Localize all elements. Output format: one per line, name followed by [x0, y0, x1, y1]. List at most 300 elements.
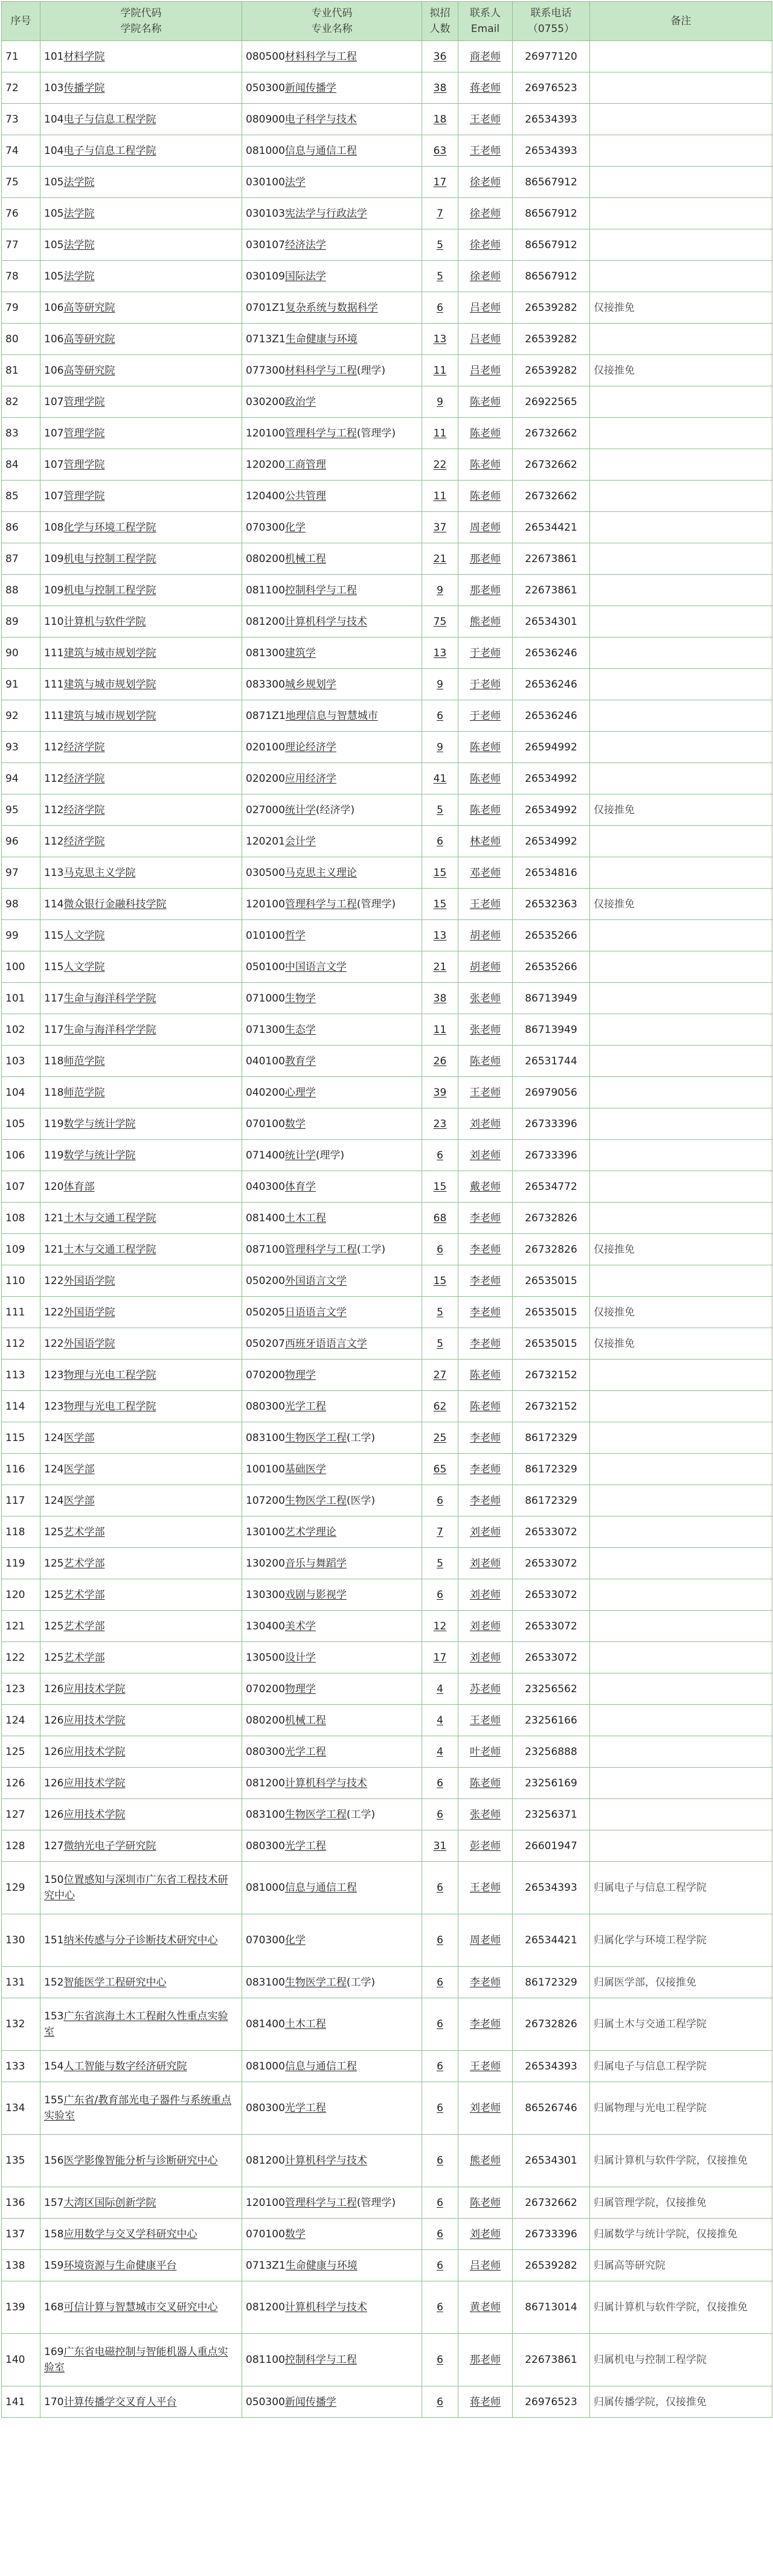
school-name-link[interactable]: 土木与交通工程学院 [63, 1212, 156, 1224]
quota-link[interactable]: 6 [437, 2301, 443, 2313]
contact-email-link[interactable]: 李老师 [470, 2018, 501, 2030]
school-name-link[interactable]: 管理学院 [63, 458, 105, 471]
quota-link[interactable]: 6 [437, 2196, 443, 2209]
school-name-link[interactable]: 经济学院 [63, 741, 105, 753]
contact-email-link[interactable]: 李老师 [470, 1243, 501, 1256]
major-name-link[interactable]: 应用经济学 [284, 772, 336, 785]
school-name-link[interactable]: 外国语学院 [63, 1306, 115, 1318]
major-name-link[interactable]: 生命健康与环境 [285, 333, 358, 345]
major-name-link[interactable]: 计算机科学与技术 [284, 615, 367, 628]
quota-link[interactable]: 6 [437, 2228, 443, 2240]
contact-email-link[interactable]: 王老师 [470, 2060, 501, 2073]
major-name-link[interactable]: 计算机科学与技术 [284, 2155, 367, 2167]
cell-contact [458, 826, 513, 857]
major-name-link[interactable]: 生物医学工程 [284, 1494, 347, 1507]
table-body [2, 41, 772, 2418]
contact-email-link[interactable]: 刘老师 [470, 1620, 501, 1632]
contact-email-link[interactable]: 林老师 [470, 835, 501, 848]
school-name-link[interactable]: 体育部 [63, 1180, 95, 1193]
quota-link[interactable]: 11 [433, 364, 447, 377]
contact-email-link[interactable]: 陈老师 [470, 1369, 501, 1381]
school-name-link[interactable]: 艺术学部 [63, 1651, 105, 1664]
school-name-link[interactable]: 建筑与城市规划学院 [63, 647, 156, 659]
major-name-link[interactable]: 戏剧与影视学 [284, 1588, 347, 1601]
school-name-link[interactable]: 法学院 [63, 238, 95, 251]
contact-email-link[interactable]: 刘老师 [470, 1588, 501, 1601]
school-name-link[interactable]: 数学与统计学院 [63, 1149, 136, 1162]
school-name-link[interactable]: 管理学院 [63, 490, 105, 502]
quota-link[interactable]: 6 [437, 1149, 443, 1162]
school-name-link[interactable]: 位置感知与深圳市广东省工程技术研究中心 [44, 1874, 228, 1902]
cell-note [590, 449, 772, 481]
contact-email-link[interactable]: 苏老师 [470, 1683, 501, 1695]
contact-email-link[interactable]: 陈老师 [470, 772, 501, 785]
school-name-link[interactable]: 化学与环境工程学院 [63, 521, 156, 534]
quota-link[interactable]: 11 [433, 490, 447, 502]
quota-link[interactable]: 17 [433, 1651, 447, 1664]
contact-email-link[interactable]: 陈老师 [470, 1055, 501, 1067]
cell-no: 105 [2, 1108, 40, 1140]
quota-link[interactable]: 6 [437, 1934, 443, 1946]
quota-link[interactable]: 5 [437, 804, 443, 816]
school-name-link[interactable]: 机电与控制工程学院 [63, 584, 156, 596]
major-name-link[interactable]: 体育学 [284, 1180, 316, 1193]
major-name-link[interactable]: 化学 [284, 521, 306, 534]
contact-email-link[interactable]: 徐老师 [470, 207, 501, 220]
major-name-link[interactable]: 控制科学与工程 [284, 584, 357, 596]
major-name-link[interactable]: 新闻传播学 [284, 81, 336, 94]
school-name-link[interactable]: 物理与光电工程学院 [63, 1369, 156, 1381]
quota-link[interactable]: 5 [437, 1557, 443, 1570]
school-name-link[interactable]: 可信计算与智慧城市交叉研究中心 [63, 2301, 218, 2313]
major-name-link[interactable]: 生物医学工程 [284, 1431, 347, 1444]
school-name-link[interactable]: 应用技术学院 [63, 1777, 126, 1789]
cell-school [40, 1171, 242, 1203]
cell-contact [458, 2219, 513, 2250]
quota-link[interactable]: 63 [433, 144, 447, 157]
major-name-link[interactable]: 统计学 [284, 804, 316, 816]
quota-link[interactable]: 7 [437, 207, 443, 220]
school-name-link[interactable]: 应用技术学院 [63, 1683, 126, 1695]
quota-link[interactable]: 75 [433, 615, 447, 628]
contact-email-link[interactable]: 徐老师 [470, 176, 501, 188]
quota-link[interactable]: 6 [437, 2155, 443, 2167]
school-name-link[interactable]: 法学院 [63, 207, 95, 220]
quota-link[interactable]: 6 [437, 2060, 443, 2073]
school-name-link[interactable]: 机电与控制工程学院 [63, 552, 156, 565]
school-name-link[interactable]: 法学院 [63, 176, 95, 188]
contact-email-link[interactable]: 陈老师 [470, 1777, 501, 1789]
school-name-link[interactable]: 艺术学部 [63, 1557, 105, 1570]
school-name-link[interactable]: 物理与光电工程学院 [63, 1400, 156, 1413]
contact-email-link[interactable]: 陈老师 [470, 1400, 501, 1413]
contact-email-link[interactable]: 李老师 [470, 1212, 501, 1224]
major-name-link[interactable]: 艺术学理论 [284, 1526, 336, 1538]
major-name-link[interactable]: 生态学 [284, 1023, 316, 1036]
contact-email-link[interactable]: 陈老师 [470, 427, 501, 439]
quota-link[interactable]: 6 [437, 2354, 443, 2366]
quota-link[interactable]: 5 [437, 1337, 443, 1350]
school-name-link[interactable]: 电子与信息工程学院 [63, 144, 156, 157]
quota-link[interactable]: 25 [433, 1431, 447, 1444]
quota-link[interactable]: 23 [433, 1117, 447, 1130]
quota-link[interactable]: 62 [433, 1400, 447, 1413]
contact-email-link[interactable]: 刘老师 [470, 1117, 501, 1130]
school-name-link[interactable]: 经济学院 [63, 772, 105, 785]
quota-link[interactable]: 38 [433, 992, 447, 1005]
contact-email-link[interactable]: 陈老师 [470, 395, 501, 408]
major-name-link[interactable]: 理论经济学 [284, 741, 336, 753]
school-name-link[interactable]: 艺术学部 [63, 1620, 105, 1632]
quota-link[interactable]: 38 [433, 81, 447, 94]
major-name-link[interactable]: 机械工程 [284, 1714, 326, 1727]
major-name-link[interactable]: 光学工程 [284, 1745, 326, 1758]
cell-phone: 26977120 [513, 41, 590, 72]
major-name-link[interactable]: 材料科学与工程 [284, 50, 357, 63]
major-name-link[interactable]: 生物医学工程 [284, 1808, 347, 1821]
major-name-link[interactable]: 信息与通信工程 [284, 144, 357, 157]
major-name-link[interactable]: 生物医学工程 [284, 1976, 347, 1989]
quota-link[interactable]: 15 [433, 1274, 447, 1287]
contact-email-link[interactable]: 王老师 [470, 898, 501, 910]
school-name-link[interactable]: 微纳光电子学研究院 [63, 1839, 156, 1852]
major-name-link[interactable]: 土木工程 [284, 2018, 326, 2030]
quota-link[interactable]: 15 [433, 1180, 447, 1193]
quota-link[interactable]: 5 [437, 238, 443, 251]
major-name-link[interactable]: 日语语言文学 [284, 1306, 347, 1318]
quota-link[interactable]: 65 [433, 1463, 447, 1475]
school-name-link[interactable]: 应用技术学院 [63, 1808, 126, 1821]
contact-email-link[interactable]: 李老师 [470, 1337, 501, 1350]
quota-link[interactable]: 4 [437, 1683, 443, 1695]
school-name-link[interactable]: 电子与信息工程学院 [63, 113, 156, 126]
major-name-link[interactable]: 材料科学与工程 [284, 364, 357, 377]
school-name-link[interactable]: 土木与交通工程学院 [63, 1243, 156, 1256]
contact-email-link[interactable]: 刘老师 [470, 1526, 501, 1538]
quota-link[interactable]: 39 [433, 1086, 447, 1099]
school-name-link[interactable]: 高等研究院 [63, 364, 115, 377]
school-name-link[interactable]: 广东省滨海土木工程耐久性重点实验室 [44, 2010, 228, 2038]
contact-email-link[interactable]: 胡老师 [470, 960, 501, 973]
quota-link[interactable]: 6 [437, 1588, 443, 1601]
major-name-link[interactable]: 信息与通信工程 [284, 1882, 357, 1894]
quota-link[interactable]: 9 [437, 678, 443, 691]
major-name-link[interactable]: 机械工程 [284, 552, 326, 565]
school-name-link[interactable]: 应用技术学院 [63, 1714, 126, 1727]
contact-email-link[interactable]: 吕老师 [470, 364, 501, 377]
major-name-link[interactable]: 土木工程 [284, 1212, 326, 1224]
cell-school [40, 920, 242, 951]
contact-email-link[interactable]: 陈老师 [470, 804, 501, 816]
quota-link[interactable]: 36 [433, 50, 447, 63]
quota-link[interactable]: 9 [437, 395, 443, 408]
major-name-link[interactable]: 生物学 [284, 992, 316, 1005]
quota-link[interactable]: 6 [437, 1243, 443, 1256]
school-name-link[interactable]: 生命与海洋科学学院 [63, 1023, 156, 1036]
quota-link[interactable]: 26 [433, 1055, 447, 1067]
major-name-link[interactable]: 基础医学 [284, 1463, 326, 1475]
quota-link[interactable]: 37 [433, 521, 447, 534]
major-name-link[interactable]: 哲学 [284, 929, 306, 942]
major-name-link[interactable]: 统计学 [284, 1149, 316, 1162]
quota-link[interactable]: 5 [437, 270, 443, 283]
major-name-link[interactable]: 宪法学与行政法学 [284, 207, 367, 220]
major-name-link[interactable]: 城乡规划学 [284, 678, 336, 691]
contact-email-link[interactable]: 李老师 [470, 1274, 501, 1287]
major-name-link[interactable]: 物理学 [284, 1683, 316, 1695]
quota-link[interactable]: 31 [433, 1839, 447, 1852]
major-name-link[interactable]: 计算机科学与技术 [284, 2301, 367, 2313]
cell-contact [458, 135, 513, 167]
school-name-link[interactable]: 人文学院 [63, 929, 105, 942]
contact-email-link[interactable]: 戴老师 [470, 1180, 501, 1193]
contact-email-link[interactable]: 蒋老师 [470, 2395, 501, 2408]
school-name-link[interactable]: 马克思主义学院 [63, 866, 136, 879]
quota-link[interactable]: 4 [437, 1745, 443, 1758]
contact-email-link[interactable]: 那老师 [470, 552, 501, 565]
contact-email-link[interactable]: 熊老师 [470, 615, 501, 628]
quota-link[interactable]: 6 [437, 2395, 443, 2408]
quota-link[interactable]: 21 [433, 960, 447, 973]
quota-link[interactable]: 6 [437, 301, 443, 314]
quota-link[interactable]: 6 [437, 709, 443, 722]
school-name-link[interactable]: 师范学院 [63, 1086, 105, 1099]
school-name-link[interactable]: 人工智能与数字经济研究院 [63, 2060, 187, 2073]
cell-phone: 26534421 [513, 512, 590, 543]
contact-email-link[interactable]: 周老师 [470, 1934, 501, 1946]
school-name-link[interactable]: 建筑与城市规划学院 [63, 678, 156, 691]
major-name-link[interactable]: 国际法学 [284, 270, 326, 283]
major-name-link[interactable]: 心理学 [284, 1086, 316, 1099]
contact-email-link[interactable]: 张老师 [470, 1023, 501, 1036]
contact-email-link[interactable]: 李老师 [470, 1306, 501, 1318]
contact-email-link[interactable]: 吕老师 [470, 333, 501, 345]
quota-link[interactable]: 22 [433, 458, 447, 471]
contact-email-link[interactable]: 李老师 [470, 1976, 501, 1989]
school-name-link[interactable]: 医学部 [63, 1431, 95, 1444]
major-name-link[interactable]: 管理科学与工程 [284, 427, 357, 439]
contact-email-link[interactable]: 黄老师 [470, 2301, 501, 2313]
school-name-link[interactable]: 外国语学院 [63, 1274, 115, 1287]
major-name-link[interactable]: 地理信息与智慧城市 [285, 709, 378, 722]
contact-email-link[interactable]: 于老师 [470, 678, 501, 691]
contact-email-link[interactable]: 陈老师 [470, 458, 501, 471]
major-name-link[interactable]: 电子科学与技术 [284, 113, 357, 126]
school-name-link[interactable]: 生命与海洋科学学院 [63, 992, 156, 1005]
school-name-link[interactable]: 高等研究院 [63, 333, 115, 345]
quota-link[interactable]: 13 [433, 333, 447, 345]
quota-link[interactable]: 9 [437, 741, 443, 753]
cell-major [242, 2187, 422, 2219]
school-name-link[interactable]: 医学影像智能分析与诊断研究中心 [63, 2155, 218, 2167]
quota-link[interactable]: 17 [433, 176, 447, 188]
quota-link[interactable]: 11 [433, 427, 447, 439]
quota-link[interactable]: 5 [437, 1306, 443, 1318]
contact-email-link[interactable]: 李老师 [470, 1494, 501, 1507]
quota-link[interactable]: 6 [437, 1494, 443, 1507]
school-name-link[interactable]: 广东省/教育部光电子器件与系统重点实验室 [44, 2094, 232, 2122]
quota-link[interactable]: 11 [433, 1023, 447, 1036]
major-name-link[interactable]: 管理科学与工程 [284, 2196, 357, 2209]
contact-email-link[interactable]: 陈老师 [470, 490, 501, 502]
contact-email-link[interactable]: 刘老师 [470, 2102, 501, 2114]
school-name-link[interactable]: 外国语学院 [63, 1337, 115, 1350]
school-name-link[interactable]: 经济学院 [63, 835, 105, 848]
contact-email-link[interactable]: 王老师 [470, 1882, 501, 1894]
quota-link[interactable]: 6 [437, 1882, 443, 1894]
major-name-link[interactable]: 会计学 [284, 835, 316, 848]
school-name-link[interactable]: 高等研究院 [63, 301, 115, 314]
contact-email-link[interactable]: 于老师 [470, 709, 501, 722]
major-name-link[interactable]: 复杂系统与数据科学 [285, 301, 378, 314]
school-name-link[interactable]: 人文学院 [63, 960, 105, 973]
quota-link[interactable]: 6 [437, 2102, 443, 2114]
major-name-link[interactable]: 计算机科学与技术 [284, 1777, 367, 1789]
quota-link[interactable]: 6 [437, 1777, 443, 1789]
quota-link[interactable]: 68 [433, 1212, 447, 1224]
school-name-link[interactable]: 材料学院 [63, 50, 105, 63]
school-name-link[interactable]: 艺术学部 [63, 1588, 105, 1601]
contact-email-link[interactable]: 吕老师 [470, 2259, 501, 2272]
major-name-link[interactable]: 外国语言文学 [284, 1274, 347, 1287]
major-name-link[interactable]: 数学 [284, 1117, 306, 1130]
quota-link[interactable]: 13 [433, 647, 447, 659]
quota-link[interactable]: 13 [433, 929, 447, 942]
major-name-link[interactable]: 设计学 [284, 1651, 316, 1664]
contact-email-link[interactable]: 陈老师 [470, 741, 501, 753]
school-name-link[interactable]: 智能医学工程研究中心 [63, 1976, 167, 1989]
quota-link[interactable]: 6 [437, 1976, 443, 1989]
major-name-link[interactable]: 政治学 [284, 395, 316, 408]
major-name-link[interactable]: 新闻传播学 [284, 2395, 336, 2408]
school-name-link[interactable]: 数学与统计学院 [63, 1117, 136, 1130]
school-name-link[interactable]: 大湾区国际创新学院 [63, 2196, 156, 2209]
contact-email-link[interactable]: 于老师 [470, 647, 501, 659]
contact-email-link[interactable]: 叶老师 [470, 1745, 501, 1758]
major-name-link[interactable]: 物理学 [284, 1369, 316, 1381]
major-name-link[interactable]: 美术学 [284, 1620, 316, 1632]
school-name-link[interactable]: 师范学院 [63, 1055, 105, 1067]
quota-link[interactable]: 6 [437, 2259, 443, 2272]
quota-link[interactable]: 21 [433, 552, 447, 565]
major-name-link[interactable]: 管理科学与工程 [284, 1243, 357, 1256]
major-name-link[interactable]: 中国语言文学 [284, 960, 347, 973]
contact-email-link[interactable]: 熊老师 [470, 2155, 501, 2167]
quota-link[interactable]: 15 [433, 898, 447, 910]
school-name-link[interactable]: 管理学院 [63, 427, 105, 439]
quota-link[interactable]: 6 [437, 2018, 443, 2030]
school-name-link[interactable]: 应用技术学院 [63, 1745, 126, 1758]
contact-email-link[interactable]: 王老师 [470, 1714, 501, 1727]
school-name-link[interactable]: 艺术学部 [63, 1526, 105, 1538]
contact-email-link[interactable]: 刘老师 [470, 1557, 501, 1570]
contact-email-link[interactable]: 张老师 [470, 1808, 501, 1821]
major-name-link[interactable]: 工商管理 [284, 458, 326, 471]
school-name-link[interactable]: 管理学院 [63, 395, 105, 408]
school-name-link[interactable]: 微众银行金融科技学院 [63, 898, 167, 910]
quota-link[interactable]: 9 [437, 584, 443, 596]
major-name-link[interactable]: 控制科学与工程 [284, 2354, 357, 2366]
cell-contact [458, 983, 513, 1014]
contact-email-link[interactable]: 王老师 [470, 144, 501, 157]
cell-phone: 26733396 [513, 2219, 590, 2250]
contact-email-link[interactable]: 徐老师 [470, 270, 501, 283]
major-name-link[interactable]: 经济法学 [284, 238, 326, 251]
major-name-link[interactable]: 化学 [284, 1934, 306, 1946]
quota-link[interactable]: 12 [433, 1620, 447, 1632]
contact-email-link[interactable]: 陈老师 [470, 2196, 501, 2209]
major-name-link[interactable]: 信息与通信工程 [284, 2060, 357, 2073]
school-name-link[interactable]: 广东省电磁控制与智能机器人重点实验室 [44, 2346, 228, 2374]
quota-link[interactable]: 4 [437, 1714, 443, 1727]
school-name-link[interactable]: 传播学院 [63, 81, 105, 94]
school-name-link[interactable]: 建筑与城市规划学院 [63, 709, 156, 722]
school-name-link[interactable]: 经济学院 [63, 804, 105, 816]
contact-email-link[interactable]: 那老师 [470, 2354, 501, 2366]
contact-email-link[interactable]: 张老师 [470, 992, 501, 1005]
major-name-link[interactable]: 光学工程 [284, 1839, 326, 1852]
major-name-link[interactable]: 数学 [284, 2228, 306, 2240]
quota-link[interactable]: 18 [433, 113, 447, 126]
contact-email-link[interactable]: 王老师 [470, 1086, 501, 1099]
contact-email-link[interactable]: 蒋老师 [470, 81, 501, 94]
school-name-link[interactable]: 计算机与软件学院 [63, 615, 146, 628]
major-name-link[interactable]: 西班牙语语言文学 [284, 1337, 367, 1350]
quota-link[interactable]: 6 [437, 1808, 443, 1821]
major-name-link[interactable]: 音乐与舞蹈学 [284, 1557, 347, 1570]
contact-email-link[interactable]: 李老师 [470, 1463, 501, 1475]
quota-link[interactable]: 7 [437, 1526, 443, 1538]
contact-email-link[interactable]: 彭老师 [470, 1839, 501, 1852]
contact-email-link[interactable]: 刘老师 [470, 1651, 501, 1664]
contact-email-link[interactable]: 徐老师 [470, 238, 501, 251]
school-name-link[interactable]: 纳米传感与分子诊断技术研究中心 [63, 1934, 218, 1946]
contact-email-link[interactable]: 那老师 [470, 584, 501, 596]
contact-email-link[interactable]: 吕老师 [470, 301, 501, 314]
table-row [2, 1265, 772, 1297]
major-name-link[interactable]: 光学工程 [284, 2102, 326, 2114]
quota-link[interactable]: 15 [433, 866, 447, 879]
school-name-link[interactable]: 计算传播学交叉育人平台 [63, 2395, 177, 2408]
contact-email-link[interactable]: 周老师 [470, 521, 501, 534]
cell-quota [422, 1454, 458, 1485]
contact-email-link[interactable]: 胡老师 [470, 929, 501, 942]
quota-link[interactable]: 27 [433, 1369, 447, 1381]
school-name-link[interactable]: 法学院 [63, 270, 95, 283]
school-name-link[interactable]: 医学部 [63, 1494, 95, 1507]
school-name-link[interactable]: 应用数学与交叉学科研究中心 [63, 2228, 197, 2240]
contact-email-link[interactable]: 邓老师 [470, 866, 501, 879]
major-name-link[interactable]: 建筑学 [284, 647, 316, 659]
school-name-link[interactable]: 医学部 [63, 1463, 95, 1475]
contact-email-link[interactable]: 李老师 [470, 1431, 501, 1444]
major-name-link[interactable]: 公共管理 [284, 490, 326, 502]
contact-email-link[interactable]: 商老师 [470, 50, 501, 63]
contact-email-link[interactable]: 刘老师 [470, 2228, 501, 2240]
major-name-link[interactable]: 管理科学与工程 [284, 898, 357, 910]
major-name-link[interactable]: 法学 [284, 176, 306, 188]
school-name-link[interactable]: 环境资源与生命健康平台 [63, 2259, 177, 2272]
contact-email-link[interactable]: 王老师 [470, 113, 501, 126]
quota-link[interactable]: 41 [433, 772, 447, 785]
major-name-link[interactable]: 光学工程 [284, 1400, 326, 1413]
cell-phone: 26534816 [513, 857, 590, 889]
major-name-link[interactable]: 生命健康与环境 [285, 2259, 358, 2272]
contact-email-link[interactable]: 刘老师 [470, 1149, 501, 1162]
major-name-link[interactable]: 教育学 [284, 1055, 316, 1067]
major-name-link[interactable]: 马克思主义理论 [284, 866, 357, 879]
quota-link[interactable]: 6 [437, 835, 443, 848]
